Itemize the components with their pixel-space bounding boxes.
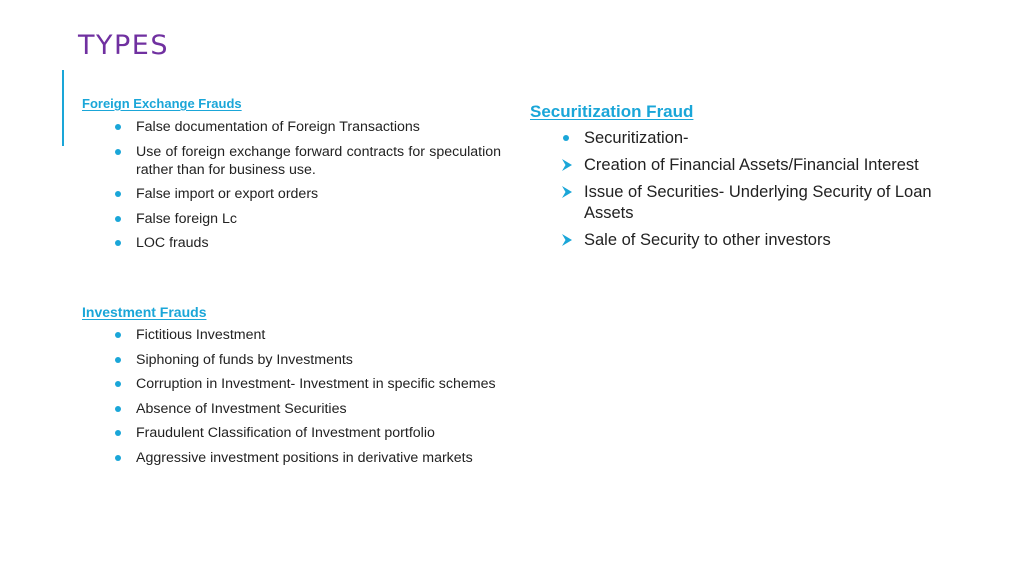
list-item-text: False foreign Lc <box>136 210 237 227</box>
list-item-text: Use of foreign exchange forward contracts for speculation rather than for business use. <box>136 143 501 178</box>
list-item-text: Securitization- <box>584 129 689 147</box>
list-item-text: LOC frauds <box>136 235 209 251</box>
securitization-list <box>556 128 966 257</box>
list-item <box>108 118 501 136</box>
bullet-dot-icon <box>563 135 569 141</box>
bullet-dot-icon <box>115 124 121 130</box>
list-item-text: Issue of Securities- Underlying Security of Loan Assets <box>584 183 932 222</box>
list-item <box>556 182 966 223</box>
list-item-text: False documentation of Foreign Transactions <box>136 119 420 135</box>
list-item-text: Corruption in Investment- Investment in specific schemes <box>136 376 496 392</box>
foreign-exchange-heading[interactable]: Foreign Exchange Frauds <box>82 96 242 111</box>
list-item <box>108 400 501 418</box>
foreign-exchange-list <box>108 118 501 259</box>
list-item <box>108 351 501 369</box>
list-item-text: Fictitious Investment <box>136 327 266 343</box>
list-item-text: False import or export orders <box>136 186 319 202</box>
list-item-text: Siphoning of funds by Investments <box>136 351 353 368</box>
list-item <box>108 449 501 467</box>
bullet-dot-icon <box>115 430 121 436</box>
bullet-dot-icon <box>115 381 121 387</box>
list-item <box>556 128 966 149</box>
bullet-dot-icon <box>115 332 121 338</box>
list-item <box>108 375 501 393</box>
bullet-dot-icon <box>115 455 121 461</box>
bullet-dot-icon <box>115 149 121 155</box>
slide-title: TYPES <box>78 30 169 61</box>
list-item <box>108 143 501 179</box>
list-item-text: Fraudulent Classification of Investment portfolio <box>136 425 435 441</box>
bullet-dot-icon <box>115 357 121 363</box>
investment-heading[interactable]: Investment Frauds <box>82 304 207 320</box>
list-item <box>108 185 501 203</box>
arrow-bullet-icon <box>561 158 573 172</box>
bullet-dot-icon <box>115 240 121 246</box>
list-item-text: Aggressive investment positions in derivative markets <box>136 449 473 466</box>
bullet-dot-icon <box>115 406 121 412</box>
bullet-dot-icon <box>115 191 121 197</box>
securitization-heading[interactable]: Securitization Fraud <box>530 102 694 121</box>
investment-list <box>108 326 501 473</box>
list-item <box>108 210 501 228</box>
accent-bar <box>62 70 64 146</box>
list-item-text: Absence of Investment Securities <box>136 400 347 417</box>
arrow-bullet-icon <box>561 185 573 199</box>
list-item <box>556 155 966 176</box>
arrow-bullet-icon <box>561 233 573 247</box>
list-item <box>108 326 501 344</box>
list-item <box>556 230 966 251</box>
list-item-text: Creation of Financial Assets/Financial Interest <box>584 156 919 174</box>
list-item <box>108 234 501 252</box>
list-item <box>108 424 501 442</box>
list-item-text: Sale of Security to other investors <box>584 230 831 249</box>
bullet-dot-icon <box>115 216 121 222</box>
